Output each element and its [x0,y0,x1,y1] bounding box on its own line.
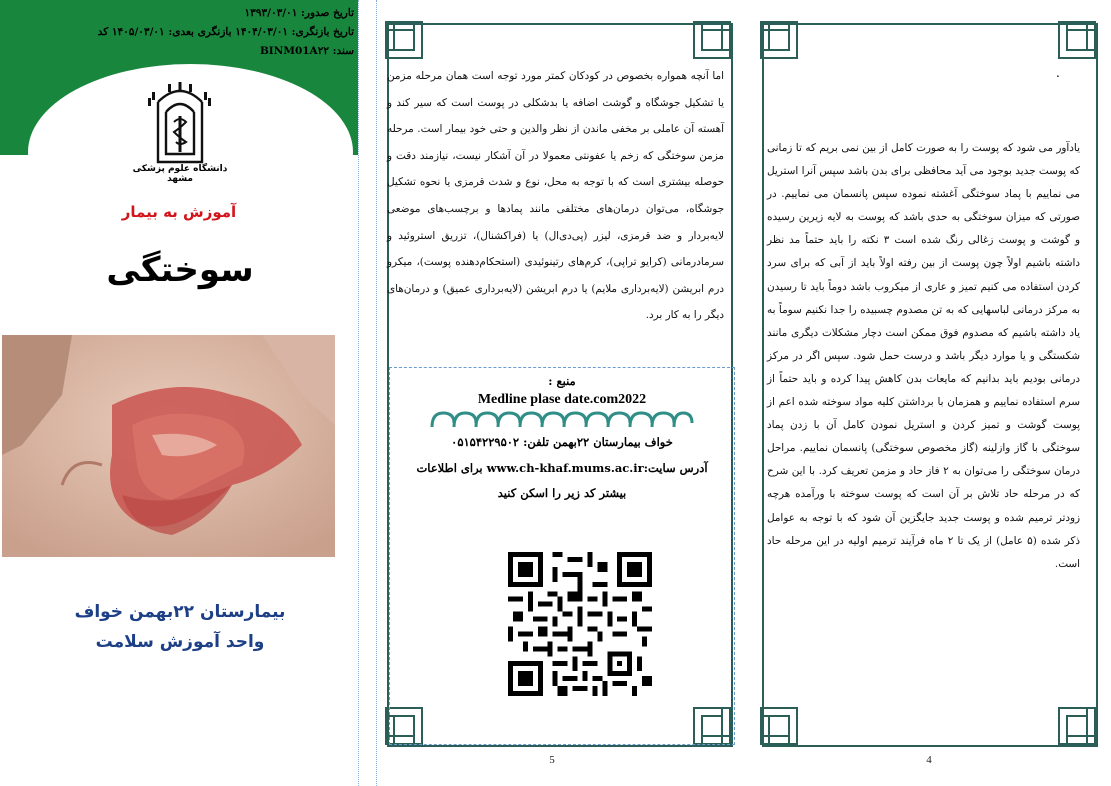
corner-ornament [385,21,423,59]
hospital-name: بیمارستان ۲۲بهمن خواف [74,602,286,622]
page-four-panel [750,0,1108,786]
website-line: آدرس سایت:www.ch-khaf.mums.ac.ir برای اطلاعات [416,461,708,475]
page-number: 5 [549,754,555,766]
university-caption: دانشگاه علوم پزشکی مشهد [132,164,228,184]
decorative-border-icon [430,409,694,431]
revision-date-line: تاریخ بازنگری: ۱۴۰۴/۰۳/۰۱ بازنگری بعدی: ۱۴۰۵/۰۳/۰۱ کد [97,26,354,38]
corner-ornament [760,21,798,59]
unit-name: واحد آموزش سلامت [95,632,265,652]
issue-date-line: تاریخ صدور: ۱۳۹۳/۰۳/۰۱ [244,7,354,19]
document-code-line: سند: BINM01A۲۲ [259,45,354,57]
corner-ornament [1058,707,1096,745]
cover-panel [0,0,358,786]
hospital-block [20,597,340,657]
corner-ornament [693,21,731,59]
fold-guide [358,0,359,786]
source-box [389,367,735,745]
burn-injury-photo [2,335,335,557]
page-number: 4 [926,754,932,766]
corner-ornament [760,707,798,745]
page-five-paragraph: اما آنچه همواره بخصوص در کودکان کمتر مورد توجه است همان مرحله مزمن یا تشکیل جوشگاه و گوشت اضافه یا بدشکلی در پوست است که سیر کند و آهسته آن عاملی بر مخفی ماندن از نظر والدین و حتی خود بیمار است. مرحله مزمن سوختگی که زخم یا عفونتی معمولا در آن آشکار نیست، نیازمند دقت و حوصله بیشتری است که با توجه به محل، نوع و شدت قرمزی یا نحوه تشکیل جوشگاه، می‌توان درمان‌های مختلفی مانند پمادها و برچسب‌های موضعی لایه‌بردار و ضد قرمزی، لیزر (پی‌دی‌ال) یا (فراکشنال)، تزریق استروئید و سرمادرمانی (کرایو تراپی)، کرم‌های رتینوئیدی (استحکام‌دهنده پوست)، میکرو درم ابریشن (لایه‌برداری ملایم) یا درم ابریشن (لایه‌برداری عمیق) و درمان‌های دیگر را به کار برد. [387,70,724,322]
source-label: منبع : [548,374,576,388]
patient-education-title: آموزش به بیمار [121,203,237,221]
brochure-title: سوختگی [106,250,254,290]
scan-instruction: بیشتر کد زیر را اسکن کنید [497,486,627,500]
corner-ornament [1058,21,1096,59]
source-value: Medline plase date.com2022 [477,392,647,407]
page-five-panel [377,0,735,786]
stray-dot: . [1056,66,1060,80]
document-info [14,4,354,61]
page-four-paragraph: یادآور می شود که پوست را به صورت کامل از بین نمی بریم که تا زمانی که پوست جدید بوجود می آید محافظی برای بدن باشد سپس آنرا استریل می نماییم با پماد سوختگی آغشته نموده سپس پانسمان می نماییم. در صورتی که میزان سوختگی به حدی باشد که پوست به لایه زیرین رسیده و گوشت و پوست زغالی رنگ شده است ۳ نکته را باید حتماً مد نظر داشته باشیم اولاً چون پوست از بین رفته اولاً باید از آبی که برای سرد کردن استفاده می کنیم تمیز و عاری از میکروب باشد دوماً باید تا رسیدن به مرکز درمانی لباسهایی که به تن مصدوم چسبیده را جدا نکنیم سوماً به یاد داشته باشیم که مصدوم فوق ممکن است دچار مشکلات دیگری مانند شکستگی و یا موارد دیگر باشد و درست حمل شود. سپس اگر در مرکز درمانی بودیم باید بدانیم که مایعات بدن کاهش پیدا کرده و باید حتماً از سرم استفاده نماییم و همزمان با برداشتن کلیه مواد سوخته شده اعم از پوست گوشت و تمیز کردن و استریل نمودن کامل آن با زدن پماد سوختگی با گاز وازلینه (گاز مخصوص سوختگی) پانسمان نماییم. مراحل درمان سوختگی را می‌توان به ۲ فاز حاد و مزمن تعریف کرد. با این شرح که در مرحله حاد تلاش بر آن است که پوست سوخته با ورآمده هرچه زودتر ترمیم شده و پوست جدید جایگزین آن شود که با توجه به عوامل ذکر شده (۵ عامل) از یک تا ۲ ماه فرآیند ترمیم اولیه در این مرحله حاد است. [767,142,1081,570]
qr-code[interactable] [508,552,652,696]
contact-line: خواف بیمارستان ۲۲بهمن تلفن: ۰۵۱۵۴۲۲۹۵۰۲ [451,435,673,449]
